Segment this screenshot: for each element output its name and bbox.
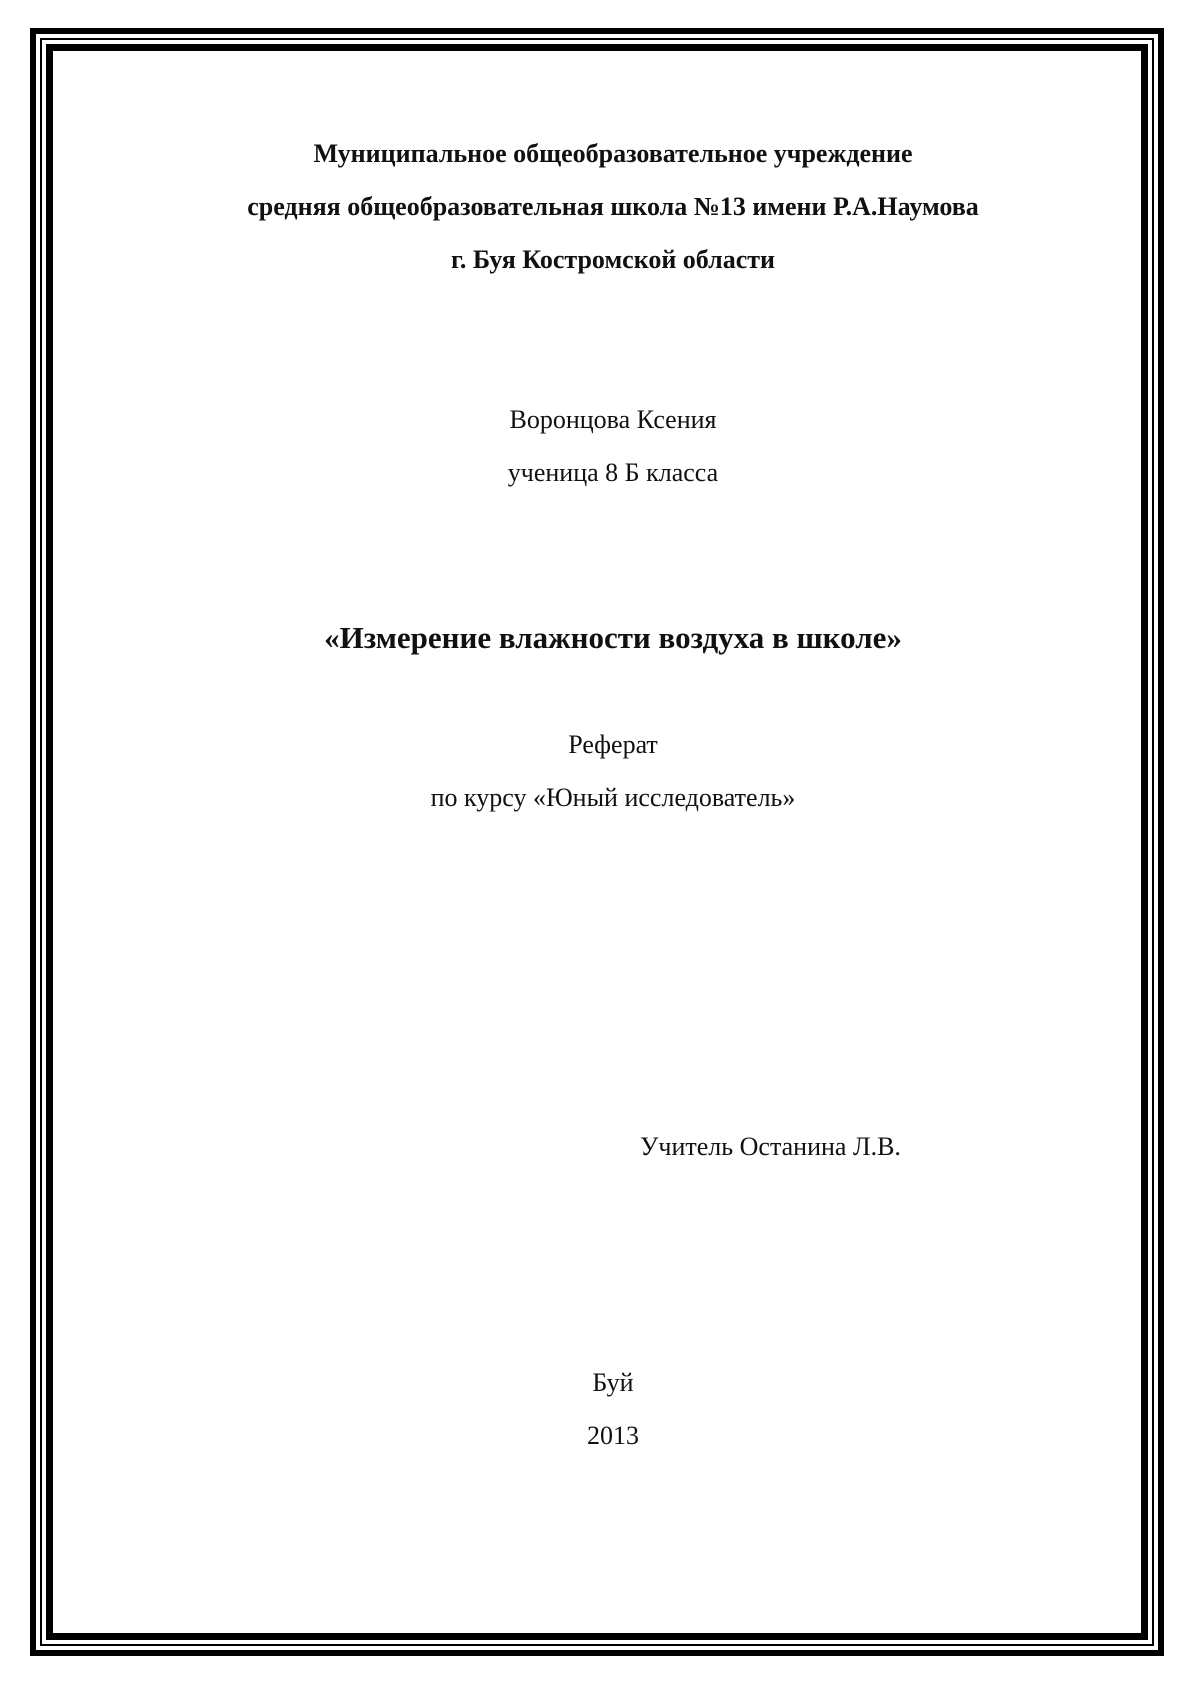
work-course: по курсу «Юный исследователь» <box>430 783 796 812</box>
footer-city: Буй <box>592 1368 634 1397</box>
institution-line-1: Муниципальное общеобразовательное учреждение <box>313 139 913 168</box>
page-border-inner <box>46 44 1148 1640</box>
institution-line-3: г. Буя Костромской области <box>450 245 776 274</box>
work-type: Реферат <box>568 730 658 759</box>
teacher-name: Учитель Останина Л.В. <box>640 1132 901 1161</box>
author-name: Воронцова Ксения <box>509 405 717 434</box>
work-title: «Измерение влажности воздуха в школе» <box>324 620 902 655</box>
author-grade: ученица 8 Б класса <box>507 458 719 487</box>
institution-line-2: средняя общеобразовательная школа №13 имени Р.А.Наумова <box>247 192 979 221</box>
footer-year: 2013 <box>587 1421 639 1450</box>
